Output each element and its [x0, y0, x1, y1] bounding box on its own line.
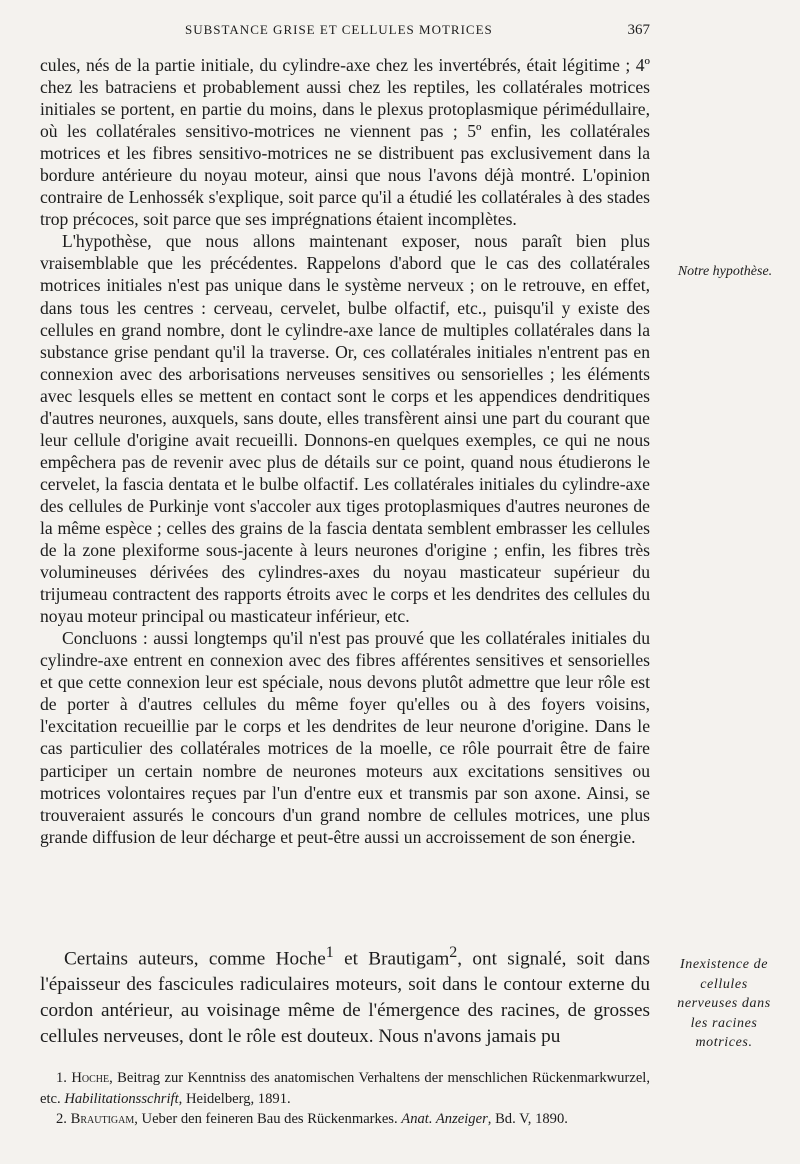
text-run: et Brautigam	[333, 948, 450, 970]
paragraph-hypothesis: L'hypothèse, que nous allons maintenant exposer, nous paraît bien plus vraisemblable que les précédentes. Rappelons d'abord que le cas des collatérales motrices initiales n'est pas unique dans le système nerveux ; on le retrouve, en effet, dans tous les centres : cerveau, cervelet, bulbe olfactif, etc., puisqu'il y existe des cellules en grand nombre, dont le cylindre-axe lance de multiples collatérales dans la substance grise pendant qu'il la traverse. Or, ces collatérales initiales n'entrent pas en connexion avec des arborisations nerveuses sensitives ou sensorielles ; les éléments avec lesquels elles se mettent en contact sont le corps et les appendices dendritiques d'autres neurones, auxquels, sans doute, elles transfèrent ainsi une part du courant que leur cellule d'origine avait recueilli. Donnons-en quelques exemples, ce qui ne nous empêchera pas de revenir avec plus de détails sur ce point, quand nous étudierons le cervelet, la fascia dentata et le bulbe olfactif. Les collatérales initiales du cylindre-axe des cellules de Purkinje vont s'accoler aux tiges protoplasmiques d'autres neurones de la même espèce ; celles des grains de la fascia dentata semblent embrasser les cellules de la zone plexiforme sous-jacente à leurs neurones d'origine ; enfin, les fibres très volumineuses dérivées des cylindres-axes du noyau masticateur supérieur du trijumeau contractent des rapports étroits avec le corps et les dendrites des cellules du noyau moteur principal ou masticateur inférieur, etc.	[40, 231, 650, 627]
running-title: SUBSTANCE GRISE ET CELLULES MOTRICES	[185, 22, 493, 37]
footnote-source: Habilitationsschrift	[64, 1090, 179, 1107]
text-run: Certains auteurs, comme Hoche	[64, 948, 326, 970]
footnote-2	[40, 1109, 650, 1130]
footnote-ref-1: 1	[325, 944, 334, 961]
footnote-title: , Beitrag zur Kenntniss des anatomischen Verhaltens der menschlichen Rückenmarkwurzel, etc.	[40, 1070, 650, 1107]
footnotes	[40, 1068, 650, 1130]
page-header	[40, 22, 650, 39]
footnote-source: Anat. Anzeiger	[401, 1111, 488, 1127]
paragraph-continued: cules, nés de la partie initiale, du cylindre-axe chez les invertébrés, était légitime ; 4º chez les batraciens et probablement aussi chez les reptiles, les collatérales motrices initiales se portent, en partie du moins, dans le plexus protoplasmique périmédullaire, où les collatérales sensitivo-motrices ne viennent pas ; 5º enfin, les collatérales motrices et les fibres sensitivo-motrices ne se distribuent pas exclusivement dans la bordure antérieure du noyau moteur, ainsi que nous l'avons déjà montré. L'opinion contraire de Lenhossék s'explique, soit parce qu'il a étudié les collatérales à des stades trop précoces, soit parce que ses imprégnations étaient incomplètes.	[40, 55, 650, 230]
margin-note-inexistence: Inexistence de cellules nerveuses dans les racines motrices.	[677, 957, 771, 1050]
footnote-end: , Heidelberg, 1891.	[178, 1090, 291, 1107]
section-nerve-cells	[40, 940, 650, 1050]
main-text	[40, 54, 650, 848]
text-run: , ont signalé, soit dans l'épaisseur des fascicules radiculaires moteurs, soit dans le contour externe du cordon antérieur, au voisinage même de l'émergence des racines, de grosses cellules nerveuses, dont le rôle est douteux. Nous n'avons jamais pu	[40, 948, 650, 1048]
paragraph-conclusion: Concluons : aussi longtemps qu'il n'est pas prouvé que les collatérales initiales du cylindre-axe entrent en connexion avec des fibres afférentes sensitives et sensorielles et que cette connexion leur est spéciale, nous devons plutôt admettre que leur rôle est de porter à d'autres cellules du même foyer qu'elles ou à des foyers voisins, l'excitation recueillie par le corps et les dendrites de leur neurone d'origine. Dans le cas particulier des collatérales motrices de la moelle, ce rôle pourrait être de faire participer un certain nombre de neurones moteurs aux excitations sensitives ou motrices volontaires reçues par l'un d'entre eux et transmis par son axone. Ainsi, se trouveraient assurés le concours d'un grand nombre de cellules motrices, une plus grande diffusion de leur décharge et peut-être aussi un accroissement de son énergie.	[40, 628, 650, 847]
footnote-number: 2.	[56, 1111, 67, 1127]
footnote-ref-2: 2	[449, 944, 458, 961]
margin-note-hypothesis: Notre hypothèse.	[677, 264, 773, 279]
page-number: 367	[627, 22, 650, 38]
footnote-number: 1.	[56, 1070, 67, 1086]
footnote-author: Brautigam	[70, 1111, 135, 1127]
paragraph-authors	[40, 940, 650, 1050]
footnote-title: , Ueber den feineren Bau des Rückenmarkes.	[134, 1111, 402, 1127]
footnote-1	[40, 1068, 650, 1109]
footnote-author: Hoche	[71, 1070, 110, 1086]
footnote-end: , Bd. V, 1890.	[487, 1111, 568, 1127]
